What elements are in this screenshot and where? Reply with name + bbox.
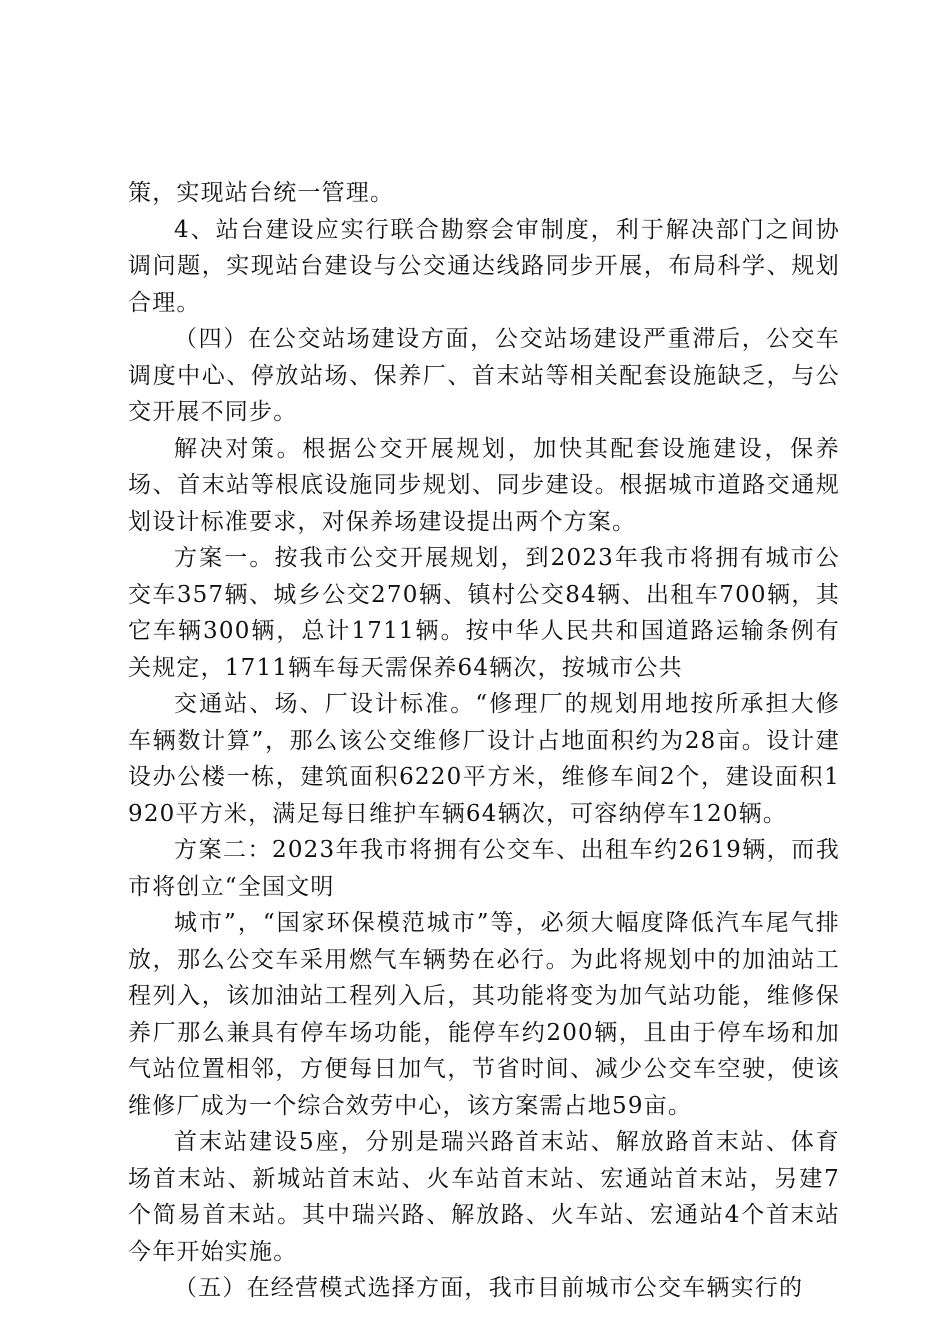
paragraph-10: （五）在经营模式选择方面，我市目前城市公交车辆实行的 (174, 1275, 804, 1301)
paragraph-9: 首末站建设5座，分别是瑞兴路首末站、解放路首末站、体育场首末站、新城站首末站、火车站首末站、宏通站首末站，另建7个简易首末站。其中瑞兴路、解放路、火车站、宏通站4个首末站今年开始实施。 (128, 1129, 840, 1265)
paragraph-7: 方案二：2023年我市将拥有公交车、出租车约2619辆，而我市将创立“全国文明 (128, 837, 840, 900)
paragraph-6: 交通站、场、厂设计标准。“修理厂的规划用地按所承担大修车辆数计算”，那么该公交维修厂设计占地面积约为28亩。设计建设办公楼一栋，建筑面积6220平方米，维修车间2个，建设面积1920平方米，满足每日维护车辆64辆次，可容纳停车120辆。 (128, 691, 840, 827)
paragraph-4: 解决对策。根据公交开展规划，加快其配套设施建设，保养场、首末站等根底设施同步规划、同步建设。根据城市道路交通规划设计标准要求，对保养场建设提出两个方案。 (128, 435, 840, 535)
paragraph-1: 策，实现站台统一管理。 (128, 180, 395, 206)
paragraph-8: 城市”，“国家环保模范城市”等，必须大幅度降低汽车尾气排放，那么公交车采用燃气车辆势在必行。为此将规划中的加油站工程列入，该加油站工程列入后，其功能将变为加气站功能，维修保养厂那么兼具有停车场功能，能停车约200辆，且由于停车场和加气站位置相邻，方便每日加气，节省时间、减少公交车空驶，使该维修厂成为一个综合效劳中心，该方案需占地59亩。 (128, 910, 840, 1119)
paragraph-3: （四）在公交站场建设方面，公交站场建设严重滞后，公交车调度中心、停放站场、保养厂、首末站等相关配套设施缺乏，与公交开展不同步。 (128, 326, 840, 425)
paragraph-2: 4、站台建设应实行联合勘察会审制度，利于解决部门之间协调问题，实现站台建设与公交通达线路同步开展，布局科学、规划合理。 (128, 216, 840, 316)
document-body (128, 175, 840, 1307)
paragraph-5: 方案一。按我市公交开展规划，到2023年我市将拥有城市公交车357辆、城乡公交270辆、镇村公交84辆、出租车700辆，其它车辆300辆，总计1711辆。按中华人民共和国道路运输条例有关规定，1711辆车每天需保养64辆次，按城市公共 (128, 545, 840, 681)
